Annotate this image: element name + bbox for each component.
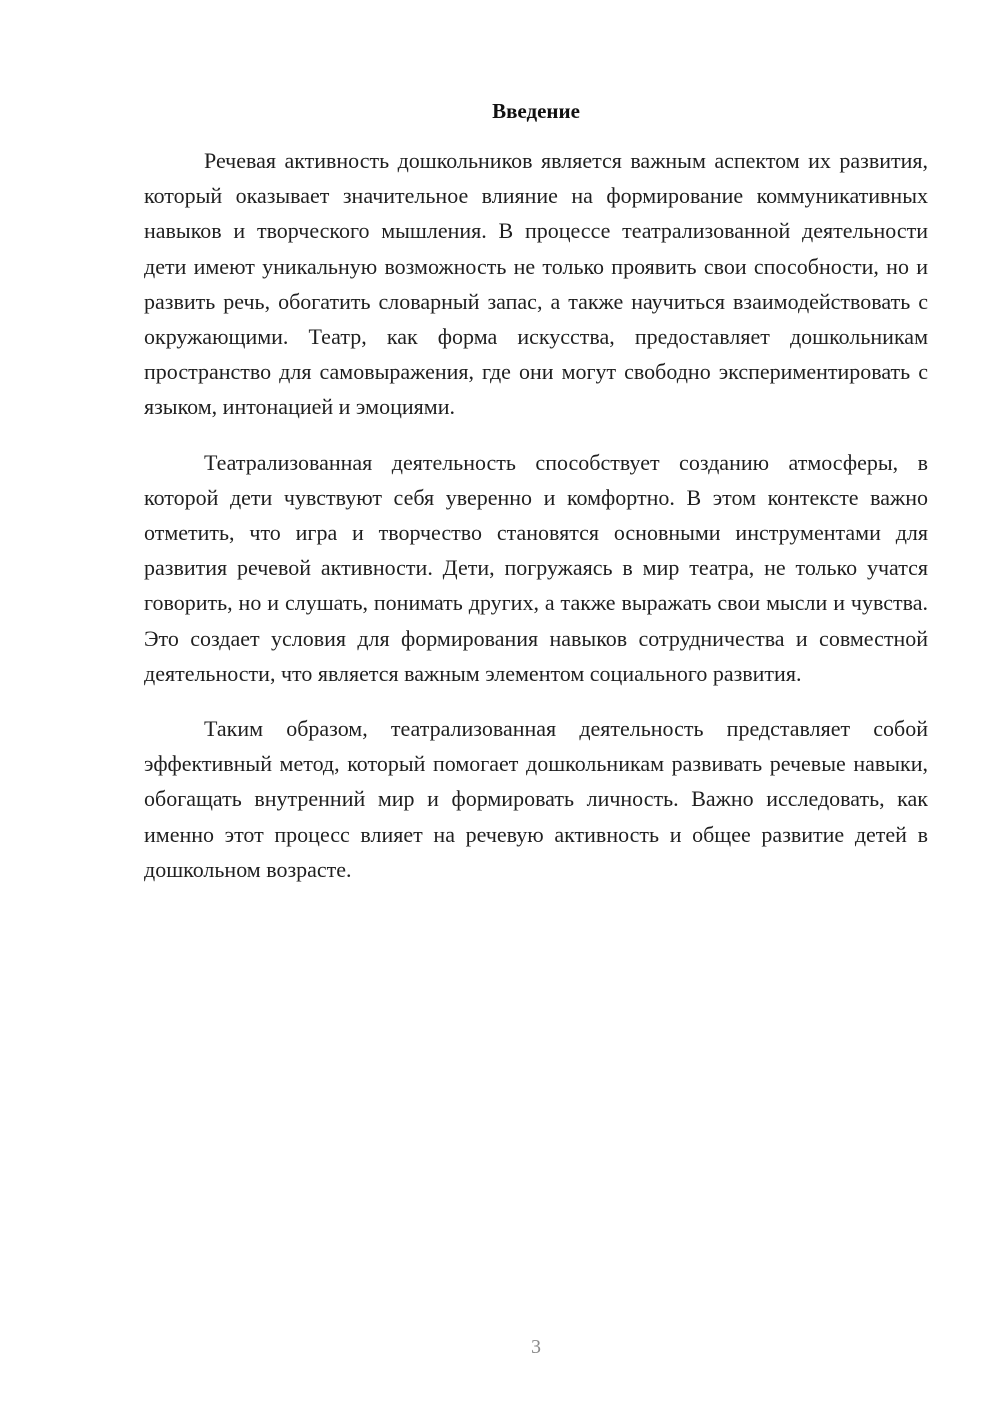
body-text xyxy=(144,143,928,887)
section-heading: Введение xyxy=(492,99,580,123)
paragraph-1: Речевая активность дошкольников является важным аспектом их развития, который оказывает значительное влияние на формирование коммуникативных навыков и творческого мышления. В процессе театрализованной деятельности дети имеют уникальную возможность не только проявить свои способности, но и развить речь, обогатить словарный запас, а также научиться взаимодействовать с окружающими. Театр, как форма искусства, предоставляет дошкольникам пространство для самовыражения, где они могут свободно экспериментировать с языком, интонацией и эмоциями. xyxy=(144,148,928,420)
page-number: 3 xyxy=(531,1336,541,1358)
paragraph-2: Театрализованная деятельность способствует созданию атмосферы, в которой дети чувствуют себя уверенно и комфортно. В этом контексте важно отметить, что игра и творчество становятся основными инструментами для развития речевой активности. Дети, погружаясь в мир театра, не только учатся говорить, но и слушать, понимать других, а также выражать свои мысли и чувства. Это создает условия для формирования навыков сотрудничества и совместной деятельности, что является важным элементом социального развития. xyxy=(144,449,928,686)
paragraph-3: Таким образом, театрализованная деятельность представляет собой эффективный метод, который помогает дошкольникам развивать речевые навыки, обогащать внутренний мир и формировать личность. Важно исследовать, как именно этот процесс влияет на речевую активность и общее развитие детей в дошкольном возрасте. xyxy=(144,716,928,882)
